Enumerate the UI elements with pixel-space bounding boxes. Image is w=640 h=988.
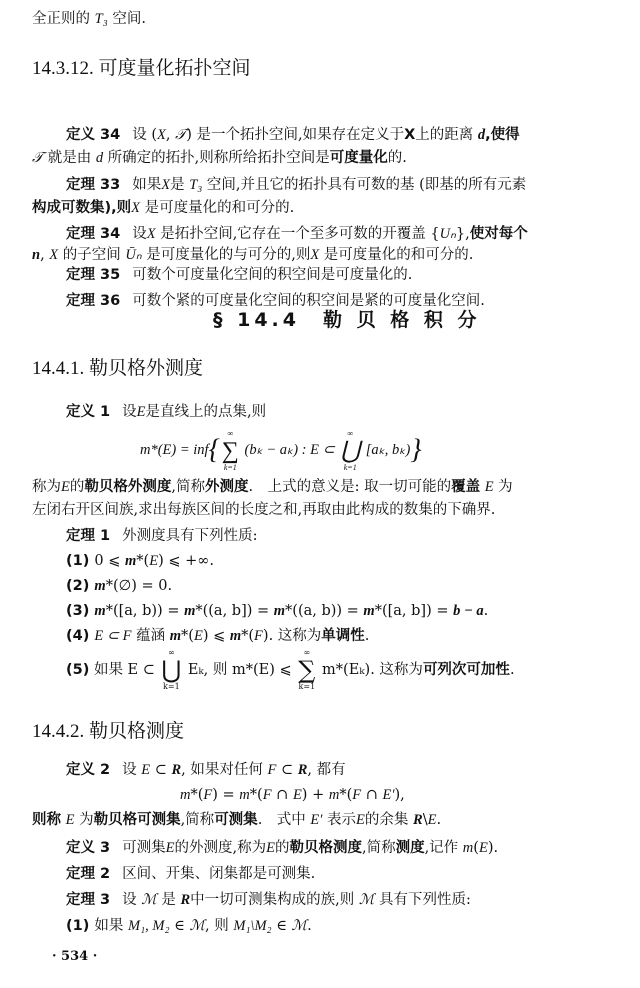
- term-bold: 可测集: [214, 812, 258, 828]
- text-run: 称为: [32, 479, 61, 495]
- term-bold: 勒贝格测度: [289, 840, 362, 856]
- theorem-2: [66, 864, 315, 884]
- sum-upper-limit: ∞: [303, 648, 311, 657]
- definition-3: [66, 838, 498, 858]
- theorem-1: [66, 526, 258, 546]
- text-run: *([a, b]) =: [374, 603, 454, 619]
- math-symbol: 𝒯: [32, 150, 44, 166]
- text-run: },: [455, 226, 470, 242]
- math-symbol: T: [94, 11, 103, 27]
- label-bold: 定理 2: [66, 866, 111, 882]
- label-bold: 定义 2: [66, 762, 111, 778]
- text-run: 的子空间: [58, 247, 126, 263]
- text-run: 的余集: [364, 812, 414, 828]
- term-bold: ,使得: [485, 127, 520, 143]
- math-symbol: X: [310, 247, 320, 263]
- term-bold: R: [180, 892, 191, 908]
- term-bold: X: [404, 127, 416, 143]
- sum-upper-limit: ∞: [227, 428, 234, 438]
- text-run: *(: [241, 628, 255, 644]
- label-bold: 定义 34: [66, 127, 121, 143]
- text-run: 蕴涵: [131, 628, 170, 644]
- label-bold: 定义 1: [66, 404, 111, 420]
- math-symbol: M₁, M₂: [128, 918, 170, 934]
- text-line: [32, 245, 473, 265]
- text-run: 区间、开集、闭集都是可测集.: [122, 866, 316, 882]
- sum-lower-limit: k=1: [223, 462, 237, 472]
- text-run: 是直线上的点集,则: [145, 404, 267, 420]
- sum-symbol: ∑: [221, 437, 239, 464]
- term-bold: 勒贝格可测集: [93, 812, 181, 828]
- formula-union-body: [aₖ, bₖ): [365, 442, 411, 458]
- section-heading-14-3-12: [32, 59, 251, 79]
- label-bold: 定义 3: [66, 840, 111, 856]
- section-heading-14-4-1: [32, 359, 203, 379]
- term-bold: 可列次可加性: [422, 662, 510, 678]
- text-run: *((a, b]) =: [195, 603, 274, 619]
- math-symbol: F: [262, 787, 272, 803]
- term-bold: m: [125, 553, 137, 569]
- term-bold: R: [413, 812, 423, 828]
- property-5: [66, 648, 515, 692]
- term-bold: d: [477, 127, 486, 143]
- math-symbol: ℳ: [358, 892, 375, 908]
- math-symbol: F: [352, 787, 362, 803]
- math-symbol: E: [61, 479, 70, 495]
- text-run: . 上式的意义是: 取一切可能的: [248, 479, 452, 495]
- property-text: .: [509, 662, 515, 678]
- math-symbol: E: [165, 840, 175, 856]
- text-run: *(: [190, 787, 204, 803]
- text-run: 的外测度,称为: [174, 840, 267, 856]
- formula-lhs: m*(E) = inf: [140, 442, 209, 458]
- theorem-36: [66, 291, 485, 311]
- text-run: *(∅) = 0.: [105, 578, 173, 594]
- term-bold: m: [273, 603, 286, 619]
- text-run: 可数个紧的可度量化空间的积空间是紧的可度量化空间.: [132, 293, 485, 309]
- text-run: 14.4.1. 勒贝格外测度: [32, 358, 204, 379]
- formula-sum-body: (bₖ − aₖ) : E ⊂: [244, 442, 335, 458]
- text-run: 上的距离: [415, 127, 478, 143]
- math-symbol: m: [328, 787, 340, 803]
- term-bold: 使对每个: [469, 226, 528, 242]
- math-symbol: F: [267, 762, 277, 778]
- math-symbol: m: [239, 787, 250, 803]
- math-symbol: F: [254, 628, 263, 644]
- text-run: .: [364, 628, 370, 644]
- text-run: ∩: [271, 787, 293, 803]
- term-bold: (1): [66, 553, 95, 569]
- term-bold: m: [94, 603, 106, 619]
- property-4: [66, 626, 369, 646]
- math-symbol: E: [292, 787, 302, 803]
- math-symbol: m: [462, 840, 474, 856]
- text-run: 是: [170, 177, 190, 193]
- text-run: 14.3.12. 可度量化拓扑空间: [32, 58, 251, 79]
- math-symbol: ℳ: [141, 892, 157, 908]
- label-bold: 定理 3: [66, 892, 111, 908]
- term-bold: m: [94, 578, 106, 594]
- text-run: , 都有: [307, 762, 346, 778]
- text-run: *(: [249, 787, 263, 803]
- text-run: ,记作: [424, 840, 463, 856]
- math-symbol: 𝒯: [175, 127, 187, 143]
- text-run: ).: [487, 840, 499, 856]
- outer-measure-formula: m*(E) = inf{ ∞ ∑ k=1 (bₖ − aₖ) : E ⊂ ∞ ⋃ k=1 [aₖ, bₖ)}: [140, 428, 422, 472]
- sum-symbol: ∑: [298, 656, 316, 684]
- text-run: *(: [181, 628, 194, 644]
- text-run: ,简称: [361, 840, 396, 856]
- term-bold: b − a: [453, 603, 484, 619]
- text-run: *((a, b)) =: [285, 603, 364, 619]
- text-run: 如果: [94, 918, 129, 934]
- text-run: \: [422, 812, 428, 828]
- math-symbol: m: [180, 787, 191, 803]
- property-label: (5): [66, 662, 90, 678]
- measurable-formula: [180, 785, 405, 805]
- term-bold: 则称: [32, 812, 61, 828]
- math-symbol: d: [95, 150, 104, 166]
- term-bold: 勒贝格外测度: [84, 479, 172, 495]
- math-symbol: E: [427, 812, 437, 828]
- theorem-35: [66, 265, 412, 285]
- text-run: .: [483, 603, 489, 619]
- math-symbol: M₁\M₂: [233, 918, 272, 934]
- text-run: 所确定的拓扑,则称所给拓扑空间是: [103, 150, 330, 166]
- math-symbol: ℳ: [189, 918, 205, 934]
- text-run: .: [436, 812, 442, 828]
- math-symbol: ℳ: [291, 918, 308, 934]
- text-run: ⊂: [276, 762, 298, 778]
- term-bold: (1): [66, 918, 95, 934]
- text-run: 是: [156, 892, 181, 908]
- text-line: [32, 9, 146, 29]
- chapter-heading-14-4: [213, 310, 480, 330]
- label-bold: 定理 1: [66, 528, 111, 544]
- term-bold: (3): [66, 603, 95, 619]
- text-run: 可测集: [122, 840, 166, 856]
- text-run: 的.: [387, 150, 407, 166]
- text-run: ) 是一个拓扑空间,如果存在定义于: [186, 127, 405, 143]
- text-run: ∈: [271, 918, 292, 934]
- property-text: Eₖ, 则 m*(E) ⩽: [187, 662, 292, 678]
- math-symbol: E: [484, 479, 494, 495]
- math-symbol: Ūₙ: [125, 247, 142, 263]
- math-symbol: F: [203, 787, 213, 803]
- text-run: ). 这称为: [262, 628, 322, 644]
- text-run: ,: [165, 127, 176, 143]
- text-run: ) ⩽ +∞.: [158, 553, 214, 569]
- math-symbol: E: [149, 553, 159, 569]
- sum-lower-limit: k=1: [298, 682, 316, 691]
- property-2: [66, 576, 172, 596]
- definition-2: [66, 760, 346, 780]
- text-run: 的: [69, 479, 85, 495]
- label-bold: 定理 33: [66, 177, 121, 193]
- text-run: 0 ⩽: [94, 553, 125, 569]
- label-bold: 定理 35: [66, 267, 121, 283]
- text-run: 如果: [132, 177, 162, 193]
- term-bold: (2): [66, 578, 95, 594]
- text-run: 中一切可测集构成的族,则: [190, 892, 359, 908]
- text-run: .: [307, 918, 312, 934]
- theorem-34: [66, 224, 528, 244]
- math-symbol: Uₙ: [439, 226, 456, 242]
- text-run: 设: [132, 226, 147, 242]
- text-run: 设: [122, 404, 137, 420]
- text-run: 是可度量化的和可分的.: [319, 247, 474, 263]
- text-line: [32, 148, 407, 168]
- math-symbol: X: [161, 177, 171, 193]
- text-run: 全正则的: [32, 11, 95, 27]
- term-bold: 构成可数集),则: [32, 200, 132, 216]
- union-lower-limit: k=1: [163, 682, 180, 691]
- text-line: [32, 810, 441, 830]
- text-run: *([a, b)) =: [105, 603, 185, 619]
- theorem-33: [66, 175, 526, 195]
- property-text: m*(Eₖ). 这称为: [322, 662, 423, 678]
- math-symbol: E ⊂ F: [94, 628, 132, 644]
- term-bold: m: [184, 603, 196, 619]
- union-symbol: ⋃: [161, 656, 182, 684]
- text-run: , 则: [204, 918, 234, 934]
- math-symbol: E: [356, 812, 365, 828]
- term-bold: m: [363, 603, 375, 619]
- text-run: ⊂: [150, 762, 172, 778]
- text-run: 就是由: [43, 150, 96, 166]
- text-run: § 14.4 勒 贝 格 积 分: [213, 309, 481, 331]
- text-run: ∈: [169, 918, 190, 934]
- text-run: 设 (: [132, 127, 158, 143]
- math-symbol: E: [136, 404, 146, 420]
- theorem-3: [66, 890, 471, 910]
- term-bold: 可度量化: [329, 150, 388, 166]
- text-line: [32, 477, 513, 497]
- text-run: ,: [40, 247, 50, 263]
- math-symbol: E: [266, 840, 275, 856]
- text-run: . 式中: [257, 812, 311, 828]
- term-bold: 外测度: [204, 479, 249, 495]
- math-symbol: X: [131, 200, 140, 216]
- union-symbol: ⋃: [340, 437, 361, 464]
- union-lower-limit: k=1: [343, 462, 357, 472]
- text-run: 左闭右开区间族,求出每族区间的长度之和,再取由此构成的数集的下确界.: [32, 502, 496, 518]
- math-symbol: E: [65, 812, 75, 828]
- property-1: [66, 551, 214, 571]
- math-symbol: E: [141, 762, 151, 778]
- text-run: 具有下列性质:: [374, 892, 471, 908]
- term-bold: 单调性: [321, 628, 365, 644]
- term-bold: n: [32, 247, 41, 263]
- text-run: ,简称: [180, 812, 215, 828]
- text-run: ) =: [212, 787, 240, 803]
- text-run: 为: [493, 479, 513, 495]
- term-bold: 覆盖: [451, 479, 481, 495]
- text-run: 是可度量化的与可分的,则: [141, 247, 311, 263]
- text-run: , 如果对任何: [181, 762, 268, 778]
- text-line: [32, 500, 495, 520]
- property-1: [66, 916, 312, 936]
- math-symbol: E′: [310, 812, 323, 828]
- section-heading-14-4-2: [32, 722, 184, 742]
- text-run: 外测度具有下列性质:: [122, 528, 258, 544]
- math-symbol: E: [193, 628, 203, 644]
- text-run: ∩: [361, 787, 383, 803]
- text-run: ) ⩽: [202, 628, 230, 644]
- text-run: ),: [394, 787, 405, 803]
- math-symbol: X: [49, 247, 59, 263]
- math-symbol: T₃: [189, 177, 203, 193]
- math-symbol: X: [157, 127, 166, 143]
- term-bold: R: [297, 762, 308, 778]
- math-symbol: ₃: [102, 11, 108, 27]
- text-run: 为: [74, 812, 94, 828]
- text-run: 空间,并且它的拓扑具有可数的基 (即基的所有元素: [202, 177, 527, 193]
- term-bold: m: [169, 628, 182, 644]
- text-run: 表示: [322, 812, 357, 828]
- text-run: *(: [339, 787, 353, 803]
- math-symbol: X: [146, 226, 156, 242]
- definition-34: [66, 125, 520, 145]
- text-run: 空间.: [107, 11, 146, 27]
- text-run: 14.4.2. 勒贝格测度: [32, 721, 185, 742]
- page-number: · 534 ·: [52, 949, 98, 964]
- definition-1: [66, 402, 266, 422]
- math-symbol: E: [478, 840, 488, 856]
- text-run: ) +: [301, 787, 329, 803]
- text-run: ,简称: [171, 479, 205, 495]
- term-bold: m: [229, 628, 242, 644]
- label-bold: 定理 36: [66, 293, 121, 309]
- text-run: 是可度量化的和可分的.: [140, 200, 295, 216]
- text-run: 设: [122, 892, 142, 908]
- text-run: 是拓扑空间,它存在一个至多可数的开覆盖 {: [155, 226, 440, 242]
- text-run: 的: [274, 840, 290, 856]
- text-run: (: [473, 840, 479, 856]
- term-bold: 测度: [395, 840, 425, 856]
- label-bold: 定理 34: [66, 226, 121, 242]
- text-run: *(: [136, 553, 150, 569]
- union-upper-limit: ∞: [347, 428, 354, 438]
- text-line: [32, 198, 294, 218]
- property-text: 如果 E ⊂: [93, 662, 155, 678]
- term-bold: R: [171, 762, 182, 778]
- union-upper-limit: ∞: [168, 648, 175, 657]
- text-run: 可数个可度量化空间的积空间是可度量化的.: [132, 267, 413, 283]
- term-bold: (4): [66, 628, 95, 644]
- math-symbol: E′: [382, 787, 395, 803]
- text-run: 设: [122, 762, 142, 778]
- property-3: [66, 601, 488, 621]
